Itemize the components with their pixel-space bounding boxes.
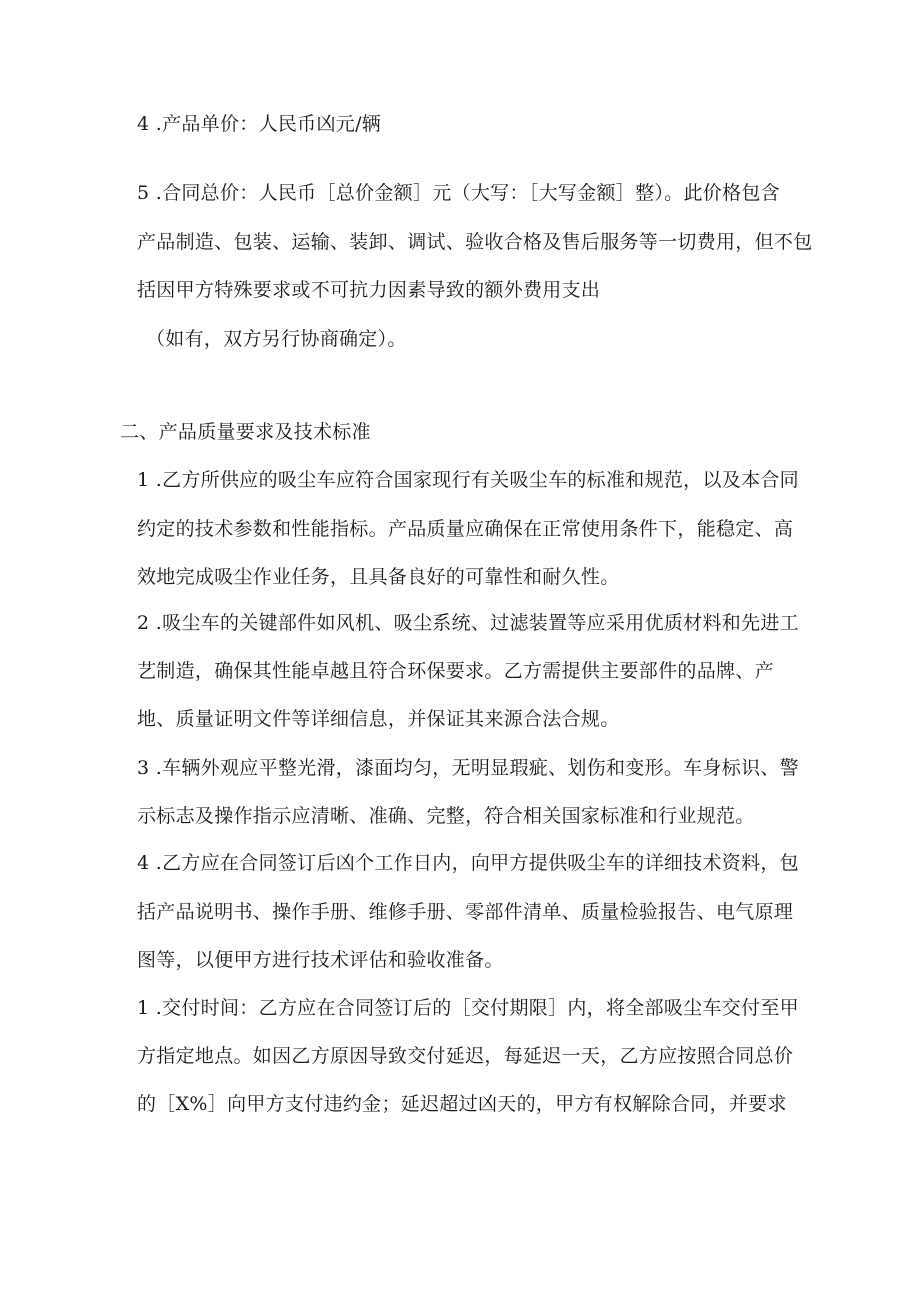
text-line-quality-3-cont-1: 示标志及操作指示应清晰、准确、完整，符合相关国家标准和行业规范。 <box>137 805 755 827</box>
text-line-total-price-cont-1: 产品制造、包装、运输、装卸、调试、验收合格及售后服务等一切费用，但不包 <box>137 231 813 253</box>
text-line-quality-1-cont-1: 约定的技术参数和性能指标。产品质量应确保在正常使用条件下，能稳定、高 <box>137 518 794 540</box>
text-line-quality-2: 2 .吸尘车的关键部件如风机、吸尘系统、过滤装置等应采用优质材料和先进工 <box>137 612 799 634</box>
text-line-total-price-cont-2: 括因甲方特殊要求或不可抗力因素导致的额外费用支出 <box>137 279 601 301</box>
text-line-quality-3: 3 .车辆外观应平整光滑，漆面均匀，无明显瑕疵、划伤和变形。车身标识、警 <box>137 757 799 779</box>
text-line-total-price: 5 .合同总价：人民币［总价金额］元（大写：［大写金额］整）。此价格包含 <box>137 182 780 204</box>
text-line-delivery-1: 1 .交付时间：乙方应在合同签订后的［交付期限］内，将全部吸尘车交付至甲 <box>137 997 799 1019</box>
text-line-unit-price: 4 .产品单价：人民币凶元/辆 <box>137 113 382 135</box>
text-line-quality-4: 4 .乙方应在合同签订后凶个工作日内，向甲方提供吸尘车的详细技术资料，包 <box>137 852 799 874</box>
text-line-quality-1: 1 .乙方所供应的吸尘车应符合国家现行有关吸尘车的标准和规范，以及本合同 <box>137 469 799 491</box>
text-line-delivery-1-cont-1: 方指定地点。如因乙方原因导致交付延迟，每延迟一天，乙方应按照合同总价 <box>137 1045 794 1067</box>
text-line-total-price-cont-3: （如有，双方另行协商确定）。 <box>146 328 407 350</box>
text-line-quality-2-cont-2: 地、质量证明文件等详细信息，并保证其来源合法合规。 <box>137 708 620 730</box>
text-line-quality-4-cont-1: 括产品说明书、操作手册、维修手册、零部件清单、质量检验报告、电气原理 <box>137 901 794 923</box>
text-line-quality-2-cont-1: 艺制造，确保其性能卓越且符合环保要求。乙方需提供主要部件的品牌、产 <box>137 660 774 682</box>
text-line-delivery-1-cont-2: 的［X%］向甲方支付违约金；延迟超过凶天的，甲方有权解除合同，并要求 <box>137 1093 787 1115</box>
text-line-quality-1-cont-2: 效地完成吸尘作业任务，且具备良好的可靠性和耐久性。 <box>137 566 620 588</box>
text-line-quality-4-cont-2: 图等，以便甲方进行技术评估和验收准备。 <box>137 949 504 971</box>
section-heading-quality: 二、产品质量要求及技术标准 <box>120 421 371 443</box>
